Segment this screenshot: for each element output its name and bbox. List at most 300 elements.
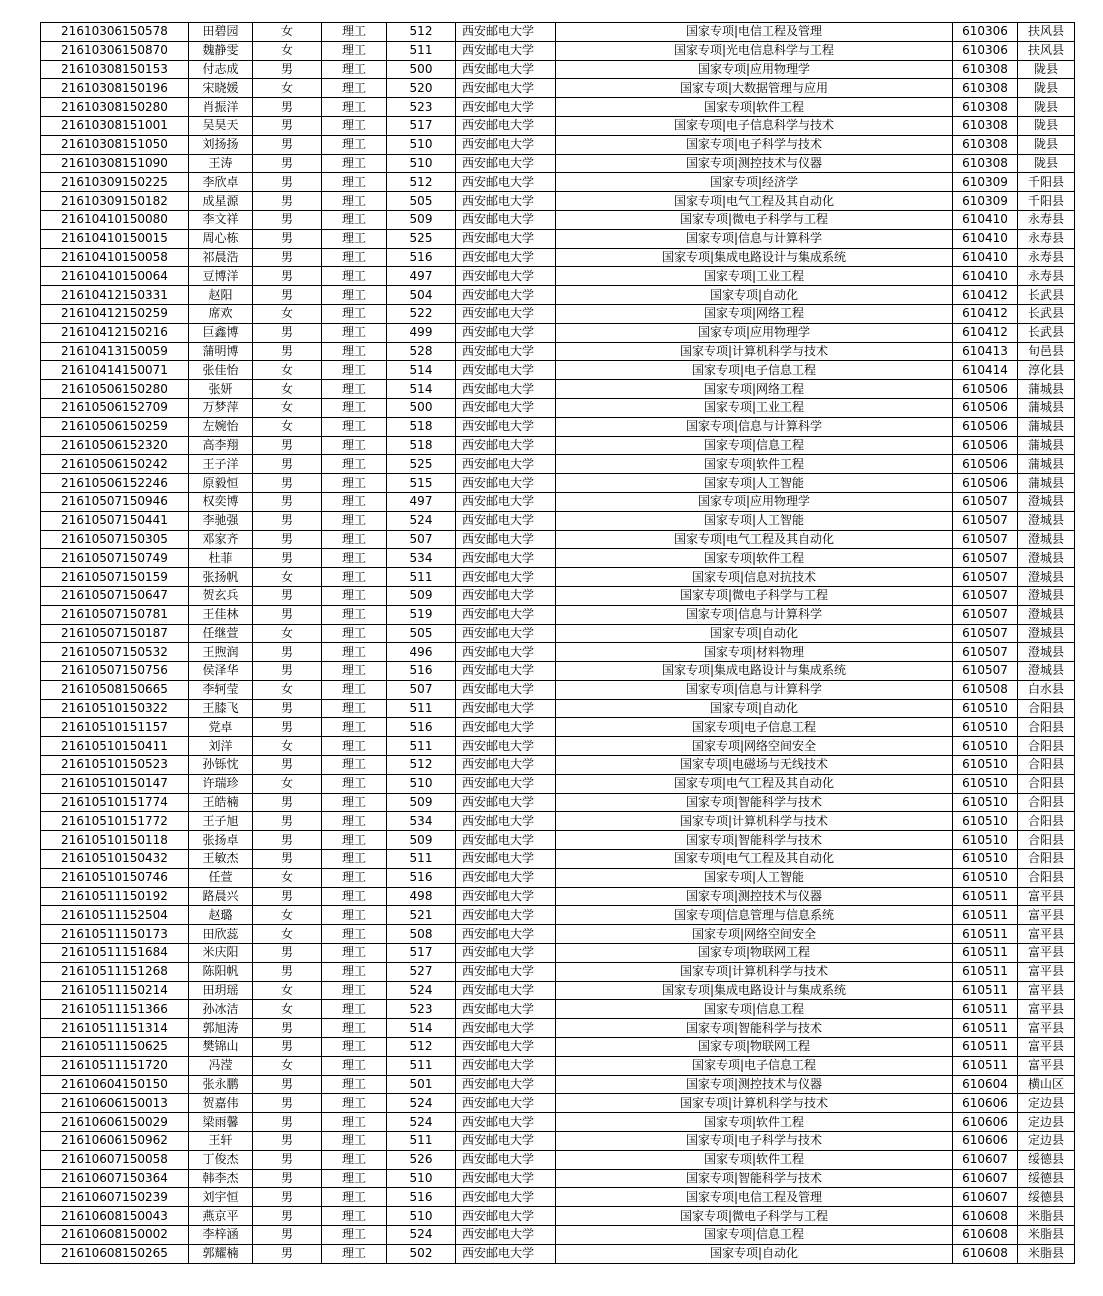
table-row [41, 1019, 1075, 1038]
table-row [41, 474, 1075, 493]
name-cell: 李文祥 [189, 210, 253, 229]
exam-id-cell: 21610508150665 [41, 680, 189, 699]
category-cell: 理工 [322, 1150, 387, 1169]
gender-cell: 男 [253, 662, 322, 681]
exam-id-cell: 21610412150331 [41, 286, 189, 305]
table-row [41, 304, 1075, 323]
name-cell: 周心栋 [189, 229, 253, 248]
county-cell: 合阳县 [1018, 756, 1075, 775]
category-cell: 理工 [322, 229, 387, 248]
county-cell: 绥德县 [1018, 1169, 1075, 1188]
gender-cell: 男 [253, 530, 322, 549]
name-cell: 米庆阳 [189, 944, 253, 963]
county-cell: 富平县 [1018, 1000, 1075, 1019]
university-cell: 西安邮电大学 [456, 812, 556, 831]
gender-cell: 男 [253, 605, 322, 624]
category-cell: 理工 [322, 417, 387, 436]
category-cell: 理工 [322, 361, 387, 380]
county-cell: 合阳县 [1018, 699, 1075, 718]
exam-id-cell: 21610511150192 [41, 887, 189, 906]
exam-id-cell: 21610308150153 [41, 60, 189, 79]
plan-cell: 国家专项|电信工程及管理 [556, 23, 953, 42]
table-row [41, 906, 1075, 925]
university-cell: 西安邮电大学 [456, 1244, 556, 1263]
university-cell: 西安邮电大学 [456, 624, 556, 643]
gender-cell: 男 [253, 1226, 322, 1245]
category-cell: 理工 [322, 60, 387, 79]
gender-cell: 女 [253, 868, 322, 887]
name-cell: 王子洋 [189, 455, 253, 474]
score-cell: 508 [387, 925, 456, 944]
county-cell: 富平县 [1018, 944, 1075, 963]
university-cell: 西安邮电大学 [456, 925, 556, 944]
table-row [41, 568, 1075, 587]
table-row [41, 398, 1075, 417]
exam-id-cell: 21610507150946 [41, 492, 189, 511]
table-row [41, 286, 1075, 305]
region-code-cell: 610412 [953, 304, 1018, 323]
score-cell: 523 [387, 98, 456, 117]
plan-cell: 国家专项|计算机科学与技术 [556, 342, 953, 361]
exam-id-cell: 21610414150071 [41, 361, 189, 380]
county-cell: 陇县 [1018, 116, 1075, 135]
exam-id-cell: 21610410150015 [41, 229, 189, 248]
county-cell: 合阳县 [1018, 793, 1075, 812]
name-cell: 田欣蕊 [189, 925, 253, 944]
score-cell: 500 [387, 398, 456, 417]
table-row [41, 154, 1075, 173]
region-code-cell: 610506 [953, 455, 1018, 474]
region-code-cell: 610414 [953, 361, 1018, 380]
plan-cell: 国家专项|网络工程 [556, 380, 953, 399]
gender-cell: 男 [253, 1113, 322, 1132]
exam-id-cell: 21610309150225 [41, 173, 189, 192]
name-cell: 任继萱 [189, 624, 253, 643]
county-cell: 合阳县 [1018, 737, 1075, 756]
county-cell: 定边县 [1018, 1113, 1075, 1132]
table-row [41, 624, 1075, 643]
name-cell: 张永鹏 [189, 1075, 253, 1094]
exam-id-cell: 21610308151090 [41, 154, 189, 173]
name-cell: 任萱 [189, 868, 253, 887]
university-cell: 西安邮电大学 [456, 887, 556, 906]
county-cell: 富平县 [1018, 906, 1075, 925]
name-cell: 王轩 [189, 1132, 253, 1151]
county-cell: 米脂县 [1018, 1226, 1075, 1245]
region-code-cell: 610410 [953, 267, 1018, 286]
region-code-cell: 610309 [953, 173, 1018, 192]
table-row [41, 41, 1075, 60]
plan-cell: 国家专项|电信工程及管理 [556, 1188, 953, 1207]
gender-cell: 女 [253, 23, 322, 42]
region-code-cell: 610604 [953, 1075, 1018, 1094]
category-cell: 理工 [322, 342, 387, 361]
county-cell: 陇县 [1018, 135, 1075, 154]
gender-cell: 男 [253, 887, 322, 906]
name-cell: 田碧园 [189, 23, 253, 42]
name-cell: 王佳林 [189, 605, 253, 624]
gender-cell: 女 [253, 380, 322, 399]
exam-id-cell: 21610506152320 [41, 436, 189, 455]
table-row [41, 699, 1075, 718]
score-cell: 516 [387, 248, 456, 267]
category-cell: 理工 [322, 1188, 387, 1207]
table-row [41, 1169, 1075, 1188]
university-cell: 西安邮电大学 [456, 361, 556, 380]
region-code-cell: 610308 [953, 79, 1018, 98]
region-code-cell: 610506 [953, 417, 1018, 436]
exam-id-cell: 21610507150781 [41, 605, 189, 624]
region-code-cell: 610606 [953, 1132, 1018, 1151]
exam-id-cell: 21610410150058 [41, 248, 189, 267]
university-cell: 西安邮电大学 [456, 511, 556, 530]
category-cell: 理工 [322, 530, 387, 549]
county-cell: 合阳县 [1018, 831, 1075, 850]
table-row [41, 492, 1075, 511]
score-cell: 507 [387, 680, 456, 699]
exam-id-cell: 21610608150043 [41, 1207, 189, 1226]
score-cell: 526 [387, 1150, 456, 1169]
gender-cell: 女 [253, 398, 322, 417]
university-cell: 西安邮电大学 [456, 229, 556, 248]
gender-cell: 女 [253, 41, 322, 60]
university-cell: 西安邮电大学 [456, 530, 556, 549]
score-cell: 511 [387, 737, 456, 756]
region-code-cell: 610507 [953, 605, 1018, 624]
name-cell: 付志成 [189, 60, 253, 79]
county-cell: 澄城县 [1018, 511, 1075, 530]
score-cell: 505 [387, 624, 456, 643]
gender-cell: 女 [253, 925, 322, 944]
score-cell: 514 [387, 380, 456, 399]
name-cell: 孙冰洁 [189, 1000, 253, 1019]
region-code-cell: 610511 [953, 1019, 1018, 1038]
county-cell: 蒲城县 [1018, 380, 1075, 399]
table-row [41, 79, 1075, 98]
score-cell: 534 [387, 812, 456, 831]
county-cell: 定边县 [1018, 1094, 1075, 1113]
category-cell: 理工 [322, 1226, 387, 1245]
score-cell: 502 [387, 1244, 456, 1263]
exam-id-cell: 21610510151774 [41, 793, 189, 812]
gender-cell: 男 [253, 98, 322, 117]
score-cell: 525 [387, 455, 456, 474]
county-cell: 富平县 [1018, 887, 1075, 906]
score-cell: 514 [387, 1019, 456, 1038]
gender-cell: 女 [253, 361, 322, 380]
gender-cell: 男 [253, 1132, 322, 1151]
score-cell: 516 [387, 718, 456, 737]
plan-cell: 国家专项|自动化 [556, 286, 953, 305]
score-cell: 510 [387, 1169, 456, 1188]
table-row [41, 1000, 1075, 1019]
university-cell: 西安邮电大学 [456, 737, 556, 756]
exam-id-cell: 21610510150411 [41, 737, 189, 756]
region-code-cell: 610608 [953, 1244, 1018, 1263]
table-row [41, 380, 1075, 399]
region-code-cell: 610511 [953, 962, 1018, 981]
region-code-cell: 610507 [953, 643, 1018, 662]
score-cell: 507 [387, 530, 456, 549]
table-row [41, 887, 1075, 906]
score-cell: 510 [387, 774, 456, 793]
table-row [41, 323, 1075, 342]
gender-cell: 男 [253, 342, 322, 361]
category-cell: 理工 [322, 962, 387, 981]
table-row [41, 210, 1075, 229]
plan-cell: 国家专项|微电子科学与工程 [556, 210, 953, 229]
gender-cell: 男 [253, 267, 322, 286]
table-row [41, 192, 1075, 211]
score-cell: 524 [387, 1094, 456, 1113]
exam-id-cell: 21610511150173 [41, 925, 189, 944]
university-cell: 西安邮电大学 [456, 680, 556, 699]
region-code-cell: 610510 [953, 737, 1018, 756]
county-cell: 千阳县 [1018, 192, 1075, 211]
gender-cell: 男 [253, 436, 322, 455]
table-row [41, 1188, 1075, 1207]
exam-id-cell: 21610308150196 [41, 79, 189, 98]
university-cell: 西安邮电大学 [456, 79, 556, 98]
region-code-cell: 610510 [953, 850, 1018, 869]
name-cell: 郭旭涛 [189, 1019, 253, 1038]
category-cell: 理工 [322, 1132, 387, 1151]
plan-cell: 国家专项|微电子科学与工程 [556, 586, 953, 605]
plan-cell: 国家专项|电气工程及其自动化 [556, 774, 953, 793]
exam-id-cell: 21610507150756 [41, 662, 189, 681]
name-cell: 杜菲 [189, 549, 253, 568]
table-row [41, 60, 1075, 79]
name-cell: 王煦润 [189, 643, 253, 662]
exam-id-cell: 21610510150523 [41, 756, 189, 775]
university-cell: 西安邮电大学 [456, 210, 556, 229]
score-cell: 497 [387, 267, 456, 286]
score-cell: 517 [387, 116, 456, 135]
region-code-cell: 610507 [953, 568, 1018, 587]
name-cell: 成星源 [189, 192, 253, 211]
exam-id-cell: 21610511151268 [41, 962, 189, 981]
category-cell: 理工 [322, 98, 387, 117]
table-row [41, 229, 1075, 248]
region-code-cell: 610507 [953, 624, 1018, 643]
gender-cell: 男 [253, 1169, 322, 1188]
category-cell: 理工 [322, 192, 387, 211]
category-cell: 理工 [322, 323, 387, 342]
university-cell: 西安邮电大学 [456, 549, 556, 568]
table-row [41, 812, 1075, 831]
table-row [41, 831, 1075, 850]
plan-cell: 国家专项|软件工程 [556, 455, 953, 474]
university-cell: 西安邮电大学 [456, 981, 556, 1000]
score-cell: 521 [387, 906, 456, 925]
plan-cell: 国家专项|人工智能 [556, 474, 953, 493]
name-cell: 席欢 [189, 304, 253, 323]
county-cell: 澄城县 [1018, 605, 1075, 624]
exam-id-cell: 21610510151772 [41, 812, 189, 831]
county-cell: 蒲城县 [1018, 398, 1075, 417]
gender-cell: 男 [253, 248, 322, 267]
gender-cell: 男 [253, 944, 322, 963]
exam-id-cell: 21610511152504 [41, 906, 189, 925]
county-cell: 米脂县 [1018, 1207, 1075, 1226]
score-cell: 524 [387, 511, 456, 530]
score-cell: 511 [387, 850, 456, 869]
plan-cell: 国家专项|测控技术与仪器 [556, 1075, 953, 1094]
table-row [41, 173, 1075, 192]
county-cell: 千阳县 [1018, 173, 1075, 192]
category-cell: 理工 [322, 116, 387, 135]
exam-id-cell: 21610608150002 [41, 1226, 189, 1245]
score-cell: 514 [387, 361, 456, 380]
table-row [41, 135, 1075, 154]
university-cell: 西安邮电大学 [456, 1113, 556, 1132]
name-cell: 宋晓媛 [189, 79, 253, 98]
name-cell: 王敏杰 [189, 850, 253, 869]
region-code-cell: 610511 [953, 887, 1018, 906]
category-cell: 理工 [322, 662, 387, 681]
region-code-cell: 610506 [953, 436, 1018, 455]
name-cell: 韩李杰 [189, 1169, 253, 1188]
category-cell: 理工 [322, 1113, 387, 1132]
region-code-cell: 610306 [953, 23, 1018, 42]
county-cell: 陇县 [1018, 154, 1075, 173]
name-cell: 李驰强 [189, 511, 253, 530]
region-code-cell: 610607 [953, 1188, 1018, 1207]
table-row [41, 1150, 1075, 1169]
county-cell: 永寿县 [1018, 229, 1075, 248]
name-cell: 梁雨馨 [189, 1113, 253, 1132]
name-cell: 王膝飞 [189, 699, 253, 718]
region-code-cell: 610507 [953, 530, 1018, 549]
region-code-cell: 610607 [953, 1169, 1018, 1188]
plan-cell: 国家专项|电气工程及其自动化 [556, 192, 953, 211]
name-cell: 樊锦山 [189, 1038, 253, 1057]
table-row [41, 962, 1075, 981]
score-cell: 509 [387, 831, 456, 850]
county-cell: 绥德县 [1018, 1150, 1075, 1169]
plan-cell: 国家专项|智能科学与技术 [556, 831, 953, 850]
gender-cell: 男 [253, 1150, 322, 1169]
university-cell: 西安邮电大学 [456, 436, 556, 455]
score-cell: 512 [387, 23, 456, 42]
name-cell: 李欣卓 [189, 173, 253, 192]
category-cell: 理工 [322, 1244, 387, 1263]
category-cell: 理工 [322, 436, 387, 455]
university-cell: 西安邮电大学 [456, 192, 556, 211]
county-cell: 陇县 [1018, 60, 1075, 79]
county-cell: 蒲城县 [1018, 417, 1075, 436]
plan-cell: 国家专项|自动化 [556, 1244, 953, 1263]
exam-id-cell: 21610511151684 [41, 944, 189, 963]
region-code-cell: 610410 [953, 248, 1018, 267]
admission-table [40, 22, 1075, 1264]
county-cell: 澄城县 [1018, 662, 1075, 681]
plan-cell: 国家专项|经济学 [556, 173, 953, 192]
exam-id-cell: 21610510150432 [41, 850, 189, 869]
score-cell: 509 [387, 210, 456, 229]
region-code-cell: 610606 [953, 1113, 1018, 1132]
plan-cell: 国家专项|软件工程 [556, 549, 953, 568]
table-row [41, 248, 1075, 267]
category-cell: 理工 [322, 586, 387, 605]
name-cell: 王子旭 [189, 812, 253, 831]
region-code-cell: 610510 [953, 793, 1018, 812]
exam-id-cell: 21610606150029 [41, 1113, 189, 1132]
category-cell: 理工 [322, 173, 387, 192]
plan-cell: 国家专项|智能科学与技术 [556, 793, 953, 812]
plan-cell: 国家专项|电子信息工程 [556, 361, 953, 380]
region-code-cell: 610507 [953, 662, 1018, 681]
score-cell: 512 [387, 1038, 456, 1057]
plan-cell: 国家专项|集成电路设计与集成系统 [556, 662, 953, 681]
table-row [41, 98, 1075, 117]
university-cell: 西安邮电大学 [456, 586, 556, 605]
region-code-cell: 610507 [953, 511, 1018, 530]
table-row [41, 680, 1075, 699]
exam-id-cell: 21610506150259 [41, 417, 189, 436]
gender-cell: 女 [253, 624, 322, 643]
exam-id-cell: 21610507150749 [41, 549, 189, 568]
table-row [41, 455, 1075, 474]
table-row [41, 417, 1075, 436]
region-code-cell: 610510 [953, 812, 1018, 831]
county-cell: 合阳县 [1018, 774, 1075, 793]
score-cell: 527 [387, 962, 456, 981]
category-cell: 理工 [322, 1019, 387, 1038]
exam-id-cell: 21610506152709 [41, 398, 189, 417]
university-cell: 西安邮电大学 [456, 1000, 556, 1019]
gender-cell: 男 [253, 210, 322, 229]
region-code-cell: 610507 [953, 586, 1018, 605]
name-cell: 张扬卓 [189, 831, 253, 850]
plan-cell: 国家专项|电磁场与无线技术 [556, 756, 953, 775]
gender-cell: 男 [253, 1075, 322, 1094]
plan-cell: 国家专项|软件工程 [556, 98, 953, 117]
score-cell: 510 [387, 154, 456, 173]
plan-cell: 国家专项|应用物理学 [556, 60, 953, 79]
region-code-cell: 610507 [953, 549, 1018, 568]
university-cell: 西安邮电大学 [456, 60, 556, 79]
exam-id-cell: 21610510150322 [41, 699, 189, 718]
score-cell: 496 [387, 643, 456, 662]
university-cell: 西安邮电大学 [456, 850, 556, 869]
table-row [41, 643, 1075, 662]
exam-id-cell: 21610507150441 [41, 511, 189, 530]
category-cell: 理工 [322, 135, 387, 154]
university-cell: 西安邮电大学 [456, 248, 556, 267]
name-cell: 许瑞珍 [189, 774, 253, 793]
region-code-cell: 610511 [953, 906, 1018, 925]
county-cell: 富平县 [1018, 925, 1075, 944]
name-cell: 丁俊杰 [189, 1150, 253, 1169]
category-cell: 理工 [322, 267, 387, 286]
name-cell: 赵璐 [189, 906, 253, 925]
name-cell: 祁晨浩 [189, 248, 253, 267]
region-code-cell: 610608 [953, 1207, 1018, 1226]
exam-id-cell: 21610606150013 [41, 1094, 189, 1113]
region-code-cell: 610606 [953, 1094, 1018, 1113]
gender-cell: 男 [253, 1207, 322, 1226]
region-code-cell: 610511 [953, 1056, 1018, 1075]
university-cell: 西安邮电大学 [456, 286, 556, 305]
county-cell: 富平县 [1018, 1056, 1075, 1075]
university-cell: 西安邮电大学 [456, 605, 556, 624]
exam-id-cell: 21610308150280 [41, 98, 189, 117]
score-cell: 523 [387, 1000, 456, 1019]
university-cell: 西安邮电大学 [456, 944, 556, 963]
plan-cell: 国家专项|电子科学与技术 [556, 135, 953, 154]
exam-id-cell: 21610511151720 [41, 1056, 189, 1075]
